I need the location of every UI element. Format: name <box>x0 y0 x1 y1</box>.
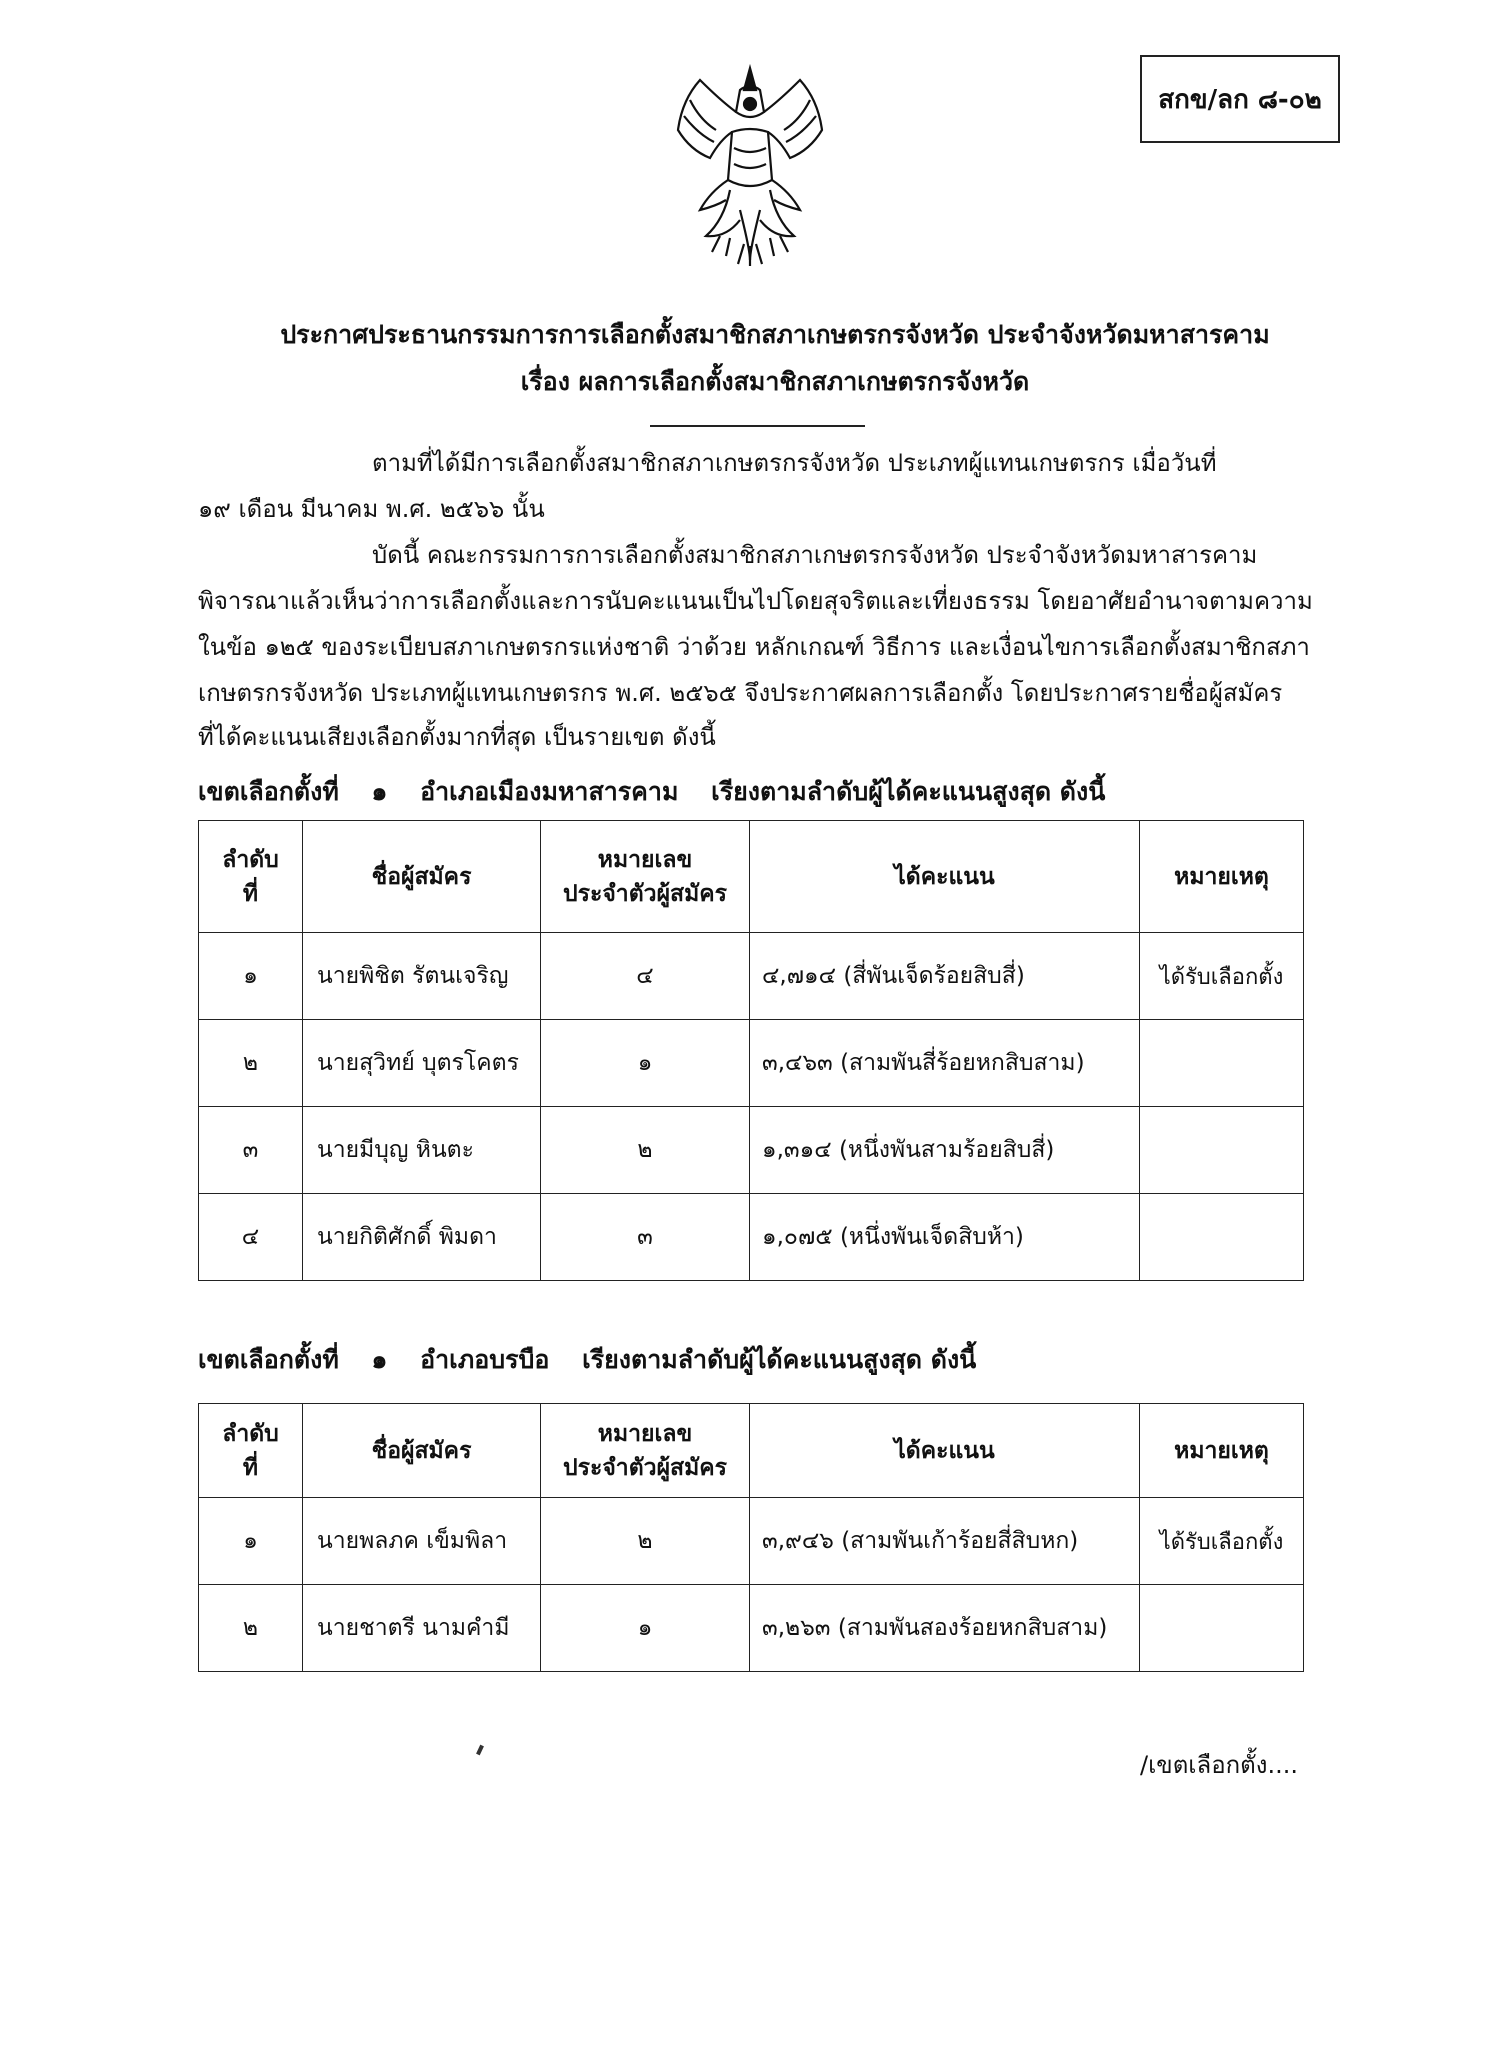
note-header: หมายเหตุ <box>1140 1404 1304 1498</box>
order-cell: ๔ <box>199 1194 303 1281</box>
district-2-results-table <box>198 1403 1304 1672</box>
district-label: เขตเลือกตั้งที่ <box>198 777 339 806</box>
score-header: ได้คะแนน <box>750 821 1140 933</box>
paragraph-1-line-1: ตามที่ได้มีการเลือกตั้งสมาชิกสภาเกษตรกรจังหวัด ประเภทผู้แทนเกษตรกร เมื่อวันที่ <box>372 449 1217 477</box>
announcement-title: ประกาศประธานกรรมการการเลือกตั้งสมาชิกสภาเกษตรกรจังหวัด ประจำจังหวัดมหาสารคาม <box>280 320 1270 349</box>
name-header: ชื่อผู้สมัคร <box>303 1404 541 1498</box>
district-label: เขตเลือกตั้งที่ <box>198 1345 339 1374</box>
paragraph-2-line-3: ในข้อ ๑๒๕ ของระเบียบสภาเกษตรกรแห่งชาติ ว่าด้วย หลักเกณฑ์ วิธีการ และเงื่อนไขการเลือกตั้งสมาชิกสภา <box>198 633 1310 661</box>
score-cell: ๑,๓๑๔ (หนึ่งพันสามร้อยสิบสี่) <box>750 1107 1140 1194</box>
candidate-number: ๒ <box>541 1498 750 1585</box>
candidate-name: นายมีบุญ หินตะ <box>303 1107 541 1194</box>
table-row <box>199 1107 1304 1194</box>
score-cell: ๓,๔๖๓ (สามพันสี่ร้อยหกสิบสาม) <box>750 1020 1140 1107</box>
district-1-results-table <box>198 820 1304 1281</box>
paragraph-2-line-4: เกษตรกรจังหวัด ประเภทผู้แทนเกษตรกร พ.ศ. ๒๕๖๕ จึงประกาศผลการเลือกตั้ง โดยประกาศรายชื่อผู้สมัคร <box>198 679 1283 707</box>
note-cell: ได้รับเลือกตั้ง <box>1140 933 1304 1020</box>
district-area: อำเภอบรบือ <box>420 1345 550 1374</box>
order-cell: ๑ <box>199 1498 303 1585</box>
candidate-name: นายพลภค เข็มพิลา <box>303 1498 541 1585</box>
continued-on-next-page: /เขตเลือกตั้ง.... <box>1140 1751 1298 1779</box>
candidate-name: นายสุวิทย์ บุตรโคตร <box>303 1020 541 1107</box>
score-cell: ๔,๗๑๔ (สี่พันเจ็ดร้อยสิบสี่) <box>750 933 1140 1020</box>
order-cell: ๒ <box>199 1585 303 1672</box>
note-header: หมายเหตุ <box>1140 821 1304 933</box>
score-header: ได้คะแนน <box>750 1404 1140 1498</box>
order-cell: ๒ <box>199 1020 303 1107</box>
candidate-number: ๒ <box>541 1107 750 1194</box>
order-cell: ๓ <box>199 1107 303 1194</box>
table-header-row <box>199 1404 1304 1498</box>
garuda-emblem-icon <box>660 60 840 270</box>
paragraph-1-line-2: ๑๙ เดือน มีนาคม พ.ศ. ๒๕๖๖ นั้น <box>198 495 545 523</box>
candidate-name: นายพิชิต รัตนเจริญ <box>303 933 541 1020</box>
name-header: ชื่อผู้สมัคร <box>303 821 541 933</box>
announcement-subject: เรื่อง ผลการเลือกตั้งสมาชิกสภาเกษตรกรจังหวัด <box>520 367 1030 396</box>
district-number: ๑ <box>371 1345 388 1374</box>
score-cell: ๓,๙๔๖ (สามพันเก้าร้อยสี่สิบหก) <box>750 1498 1140 1585</box>
number-header: หมายเลข ประจำตัวผู้สมัคร <box>541 821 750 933</box>
district-area: อำเภอเมืองมหาสารคาม <box>420 777 679 806</box>
order-cell: ๑ <box>199 933 303 1020</box>
table-row <box>199 1194 1304 1281</box>
district-description: เรียงตามลำดับผู้ได้คะแนนสูงสุด ดังนี้ <box>711 777 1106 806</box>
title-divider <box>650 425 865 427</box>
table-row <box>199 1585 1304 1672</box>
candidate-number: ๔ <box>541 933 750 1020</box>
candidate-number: ๑ <box>541 1585 750 1672</box>
table-row <box>199 933 1304 1020</box>
scan-mark <box>476 1745 484 1756</box>
candidate-name: นายชาตรี นามคำมี <box>303 1585 541 1672</box>
note-cell: ได้รับเลือกตั้ง <box>1140 1498 1304 1585</box>
candidate-name: นายกิติศักดิ์ พิมดา <box>303 1194 541 1281</box>
district-2-heading <box>198 1340 1000 1380</box>
form-code-box <box>1140 55 1340 143</box>
note-cell <box>1140 1020 1304 1107</box>
candidate-number: ๑ <box>541 1020 750 1107</box>
district-number: ๑ <box>371 777 388 806</box>
note-cell <box>1140 1585 1304 1672</box>
table-row <box>199 1498 1304 1585</box>
paragraph-2-line-5: ที่ได้คะแนนเสียงเลือกตั้งมากที่สุด เป็นรายเขต ดังนี้ <box>198 723 716 751</box>
form-code: สกข/ลก ๘-๐๒ <box>1158 84 1322 115</box>
order-header: ลำดับ ที่ <box>199 821 303 933</box>
score-cell: ๓,๒๖๓ (สามพันสองร้อยหกสิบสาม) <box>750 1585 1140 1672</box>
number-header: หมายเลข ประจำตัวผู้สมัคร <box>541 1404 750 1498</box>
note-cell <box>1140 1107 1304 1194</box>
order-header: ลำดับ ที่ <box>199 1404 303 1498</box>
table-row <box>199 1020 1304 1107</box>
note-cell <box>1140 1194 1304 1281</box>
score-cell: ๑,๐๗๕ (หนึ่งพันเจ็ดสิบห้า) <box>750 1194 1140 1281</box>
district-1-heading <box>198 772 1129 812</box>
paragraph-2-line-1: บัดนี้ คณะกรรมการการเลือกตั้งสมาชิกสภาเกษตรกรจังหวัด ประจำจังหวัดมหาสารคาม <box>372 541 1258 569</box>
district-description: เรียงตามลำดับผู้ได้คะแนนสูงสุด ดังนี้ <box>582 1345 977 1374</box>
paragraph-2-line-2: พิจารณาแล้วเห็นว่าการเลือกตั้งและการนับคะแนนเป็นไปโดยสุจริตและเที่ยงธรรม โดยอาศัยอำนาจตามความ <box>198 587 1313 615</box>
candidate-number: ๓ <box>541 1194 750 1281</box>
table-header-row <box>199 821 1304 933</box>
